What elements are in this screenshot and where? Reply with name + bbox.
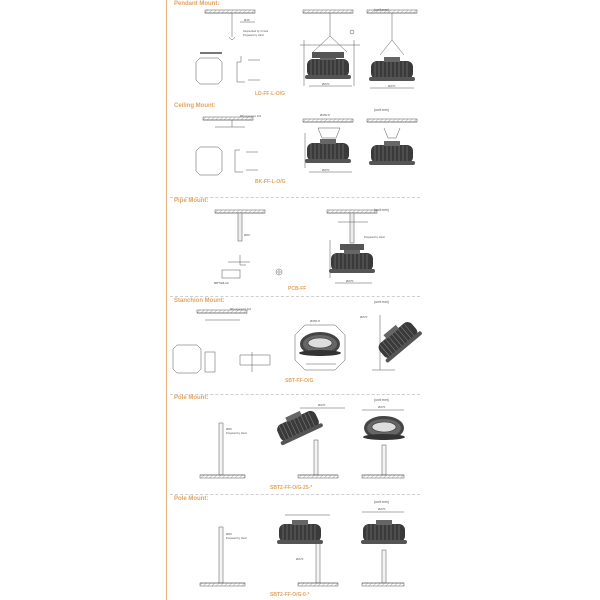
note-stanchion-bolt: M8 expansion bolt	[230, 308, 252, 311]
dim-pendant-dia-2: Ø270	[388, 84, 396, 88]
note-pole25-client: Prepared by client	[226, 432, 247, 435]
stanchion-drawing	[173, 310, 395, 373]
dim-pole0-60: Ø60	[226, 532, 232, 536]
dim-pole0-dia: Ø270	[296, 557, 304, 561]
dim-pole0-dia-2: Ø270	[378, 507, 386, 511]
section-title-pole-25: Pole Mount:	[174, 395, 209, 401]
section-title-pipe: Pipe Mount:	[174, 198, 209, 204]
unit-label: (unit:mm)	[374, 8, 389, 12]
model-code-stanchion: SBT-FF-O/G	[285, 378, 314, 384]
note-pipe-thread: NPT3/4-14	[214, 281, 229, 285]
model-code-pendant: LD-FF-L-O/G	[255, 91, 285, 97]
dim-ceiling-dia: Ø270	[322, 168, 330, 172]
dim-pole25-dia-2: Ø270	[378, 405, 386, 409]
model-code-pipe: PCB-FF	[288, 286, 307, 292]
model-code-ceiling: BK-FF-L-O/G	[255, 179, 286, 185]
unit-label: (unit:mm)	[374, 398, 389, 402]
dim-pipe-dia: Ø270	[346, 279, 354, 283]
model-code-pole-0: SBT2-FF-O/G-0-*	[270, 592, 310, 598]
note-pipe-client: Prepared by client	[364, 236, 385, 239]
unit-label: (unit:mm)	[374, 500, 389, 504]
model-code-pole-25: SBT2-FF-O/G-25-*	[270, 485, 313, 491]
dim-pole25-60: Ø60	[226, 427, 232, 431]
section-title-pendant: Pendant Mount:	[174, 1, 220, 7]
dim-pole25-dia: Ø270	[318, 403, 326, 407]
unit-label: (unit:mm)	[374, 108, 389, 112]
section-title-ceiling: Ceiling Mount:	[174, 103, 216, 109]
dim-ceiling-plate: Ø250.8	[320, 113, 330, 117]
note-pendant-1: Suspended by 4 hook	[243, 30, 269, 33]
unit-label: (unit:mm)	[374, 208, 389, 212]
section-title-stanchion: Stanchion Mount:	[174, 298, 225, 304]
unit-label: (unit:mm)	[374, 300, 389, 304]
dim-stanchion-dia: Ø270	[360, 315, 368, 319]
note-ceiling-bolt: M8 expansion bolt	[240, 115, 262, 118]
dim-stanchion-plate: Ø250.8	[310, 319, 320, 323]
note-pendant-2: Prepared by client	[243, 34, 264, 37]
dim-pipe-60: Ø60	[244, 233, 250, 237]
dim-pendant-dia: Ø270	[322, 82, 330, 86]
dim-pendant-hook: Ø16	[244, 18, 250, 22]
section-title-pole-0: Pole Mount:	[174, 496, 209, 502]
note-pole0-client: Prepared by client	[226, 537, 247, 540]
